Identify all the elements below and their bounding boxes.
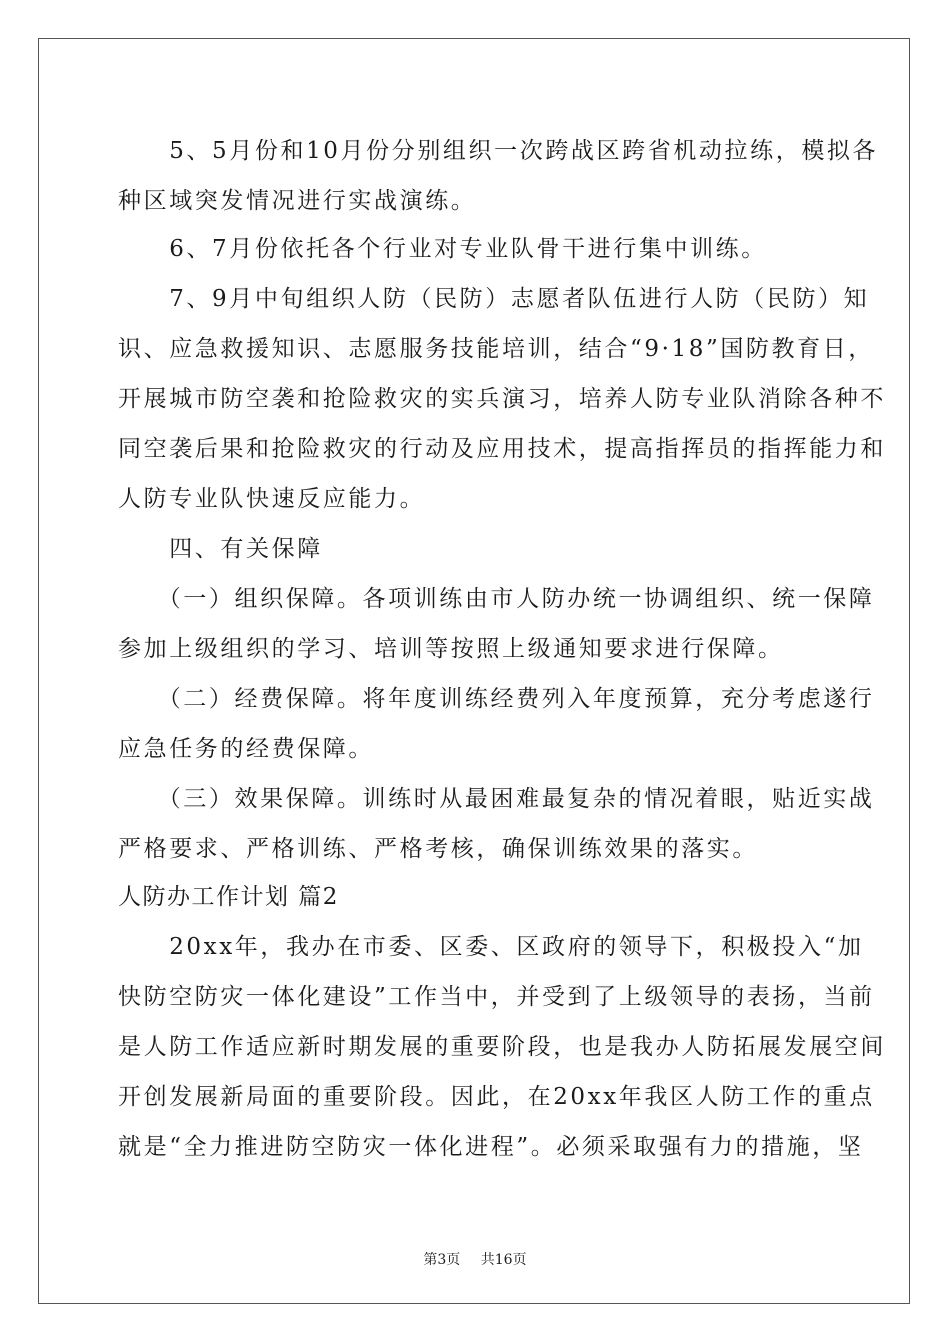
page-border — [38, 38, 910, 1304]
page-total: 共16页 — [480, 1252, 527, 1268]
text-line: 开展城市防空袭和抢险救灾的实兵演习，培养人防专业队消除各种不 — [118, 386, 886, 412]
article-title: 人防办工作计划 篇2 — [118, 884, 339, 910]
text-line: 人防专业队快速反应能力。 — [118, 486, 426, 512]
text-line: 应急任务的经费保障。 — [118, 736, 374, 762]
text-line: 识、应急救援知识、志愿服务技能培训，结合“9·18”国防教育日， — [118, 336, 874, 362]
text-line: 快防空防灾一体化建设”工作当中，并受到了上级领导的表扬，当前 — [118, 984, 875, 1010]
text-line: 开创发展新局面的重要阶段。因此，在20xx年我区人防工作的重点 — [118, 1084, 875, 1110]
text-line: 就是“全力推进防空防灾一体化进程”。必须采取强有力的措施，坚 — [118, 1134, 864, 1160]
text-line: 种区域突发情况进行实战演练。 — [118, 188, 477, 214]
text-line: 是人防工作适应新时期发展的重要阶段，也是我办人防拓展发展空间 — [118, 1034, 886, 1060]
text-line: 严格要求、严格训练、严格考核，确保训练效果的落实。 — [118, 836, 758, 862]
section-heading: 四、有关保障 — [118, 536, 323, 562]
text-line: 6、7月份依托各个行业对专业队骨干进行集中训练。 — [118, 236, 767, 262]
text-line: 同空袭后果和抢险救灾的行动及应用技术，提高指挥员的指挥能力和 — [118, 436, 886, 462]
text-line: 20xx年，我办在市委、区委、区政府的领导下，积极投入“加 — [118, 934, 864, 960]
text-line: 5、5月份和10月份分别组织一次跨战区跨省机动拉练，模拟各 — [118, 138, 879, 164]
text-line: 参加上级组织的学习、培训等按照上级通知要求进行保障。 — [118, 636, 784, 662]
page-footer — [0, 1250, 950, 1270]
text-line: （二）经费保障。将年度训练经费列入年度预算，充分考虑遂行 — [118, 686, 875, 712]
text-line: 7、9月中旬组织人防（民防）志愿者队伍进行人防（民防）知 — [118, 286, 870, 312]
page-number: 第3页 — [423, 1252, 461, 1268]
text-line: （一）组织保障。各项训练由市人防办统一协调组织、统一保障 — [118, 586, 875, 612]
text-line: （三）效果保障。训练时从最困难最复杂的情况着眼，贴近实战 — [118, 786, 875, 812]
